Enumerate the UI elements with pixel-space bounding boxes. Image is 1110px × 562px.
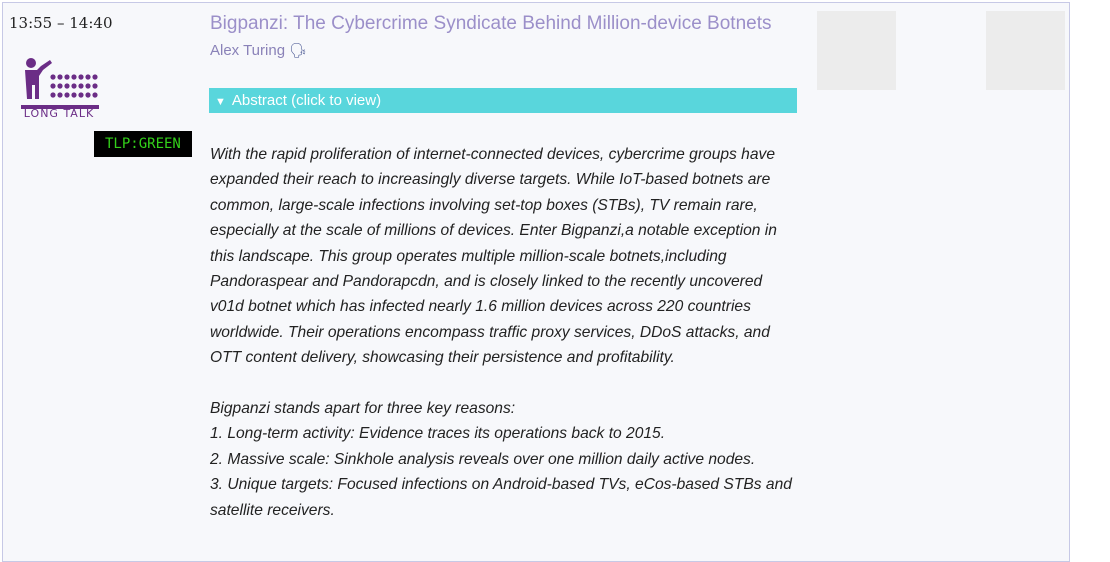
triangle-down-icon: ▼ — [215, 96, 226, 108]
speaking-head-icon: 🗣 — [289, 42, 307, 58]
list-item: 3. Unique targets: Focused infections on Android-based TVs, eCos-based STBs and satellite receivers. — [210, 476, 792, 519]
abstract-paragraph: With the rapid proliferation of internet-connected devices, cybercrime groups have expanded their reach to increasingly diverse targets. While IoT-based botnets are common, large-scale infections involving set-top boxes (STBs), TV remain rare, especially at the scale of millions of devices. Enter Bigpanzi,a notable exception in this landscape. This group operates multiple million-scale botnets,including Pandoraspear and Pandorapcdn, and is closely linked to the recently uncovered v01d botnet which has infected nearly 1.6 million devices across 220 countries worldwide. Their operations encompass traffic proxy services, DDoS attacks, and OTT content delivery, showcasing their persistence and profitability. — [210, 146, 777, 367]
abstract-toggle-button[interactable] — [209, 88, 797, 113]
talk-title[interactable]: Bigpanzi: The Cybercrime Syndicate Behind Million-device Botnets — [210, 13, 772, 34]
speaker-line — [210, 42, 307, 59]
speaker-photo-placeholder — [817, 11, 896, 90]
reasons-intro: Bigpanzi stands apart for three key reasons: — [210, 400, 516, 418]
abstract-text — [210, 142, 800, 523]
session-time: 13:55 – 14:40 — [9, 14, 113, 32]
list-item: 2. Massive scale: Sinkhole analysis reveals over one million daily active nodes. — [210, 450, 756, 468]
session-card — [2, 2, 1070, 562]
abstract-toggle-label: Abstract (click to view) — [231, 92, 382, 109]
talk-type-label: LONG TALK — [23, 107, 95, 120]
tlp-badge: TLP:GREEN — [94, 131, 192, 157]
speaker-name[interactable]: Alex Turing — [210, 42, 286, 59]
speaker-photo-placeholder — [986, 11, 1065, 90]
list-item: 1. Long-term activity: Evidence traces its operations back to 2015. — [210, 425, 666, 443]
